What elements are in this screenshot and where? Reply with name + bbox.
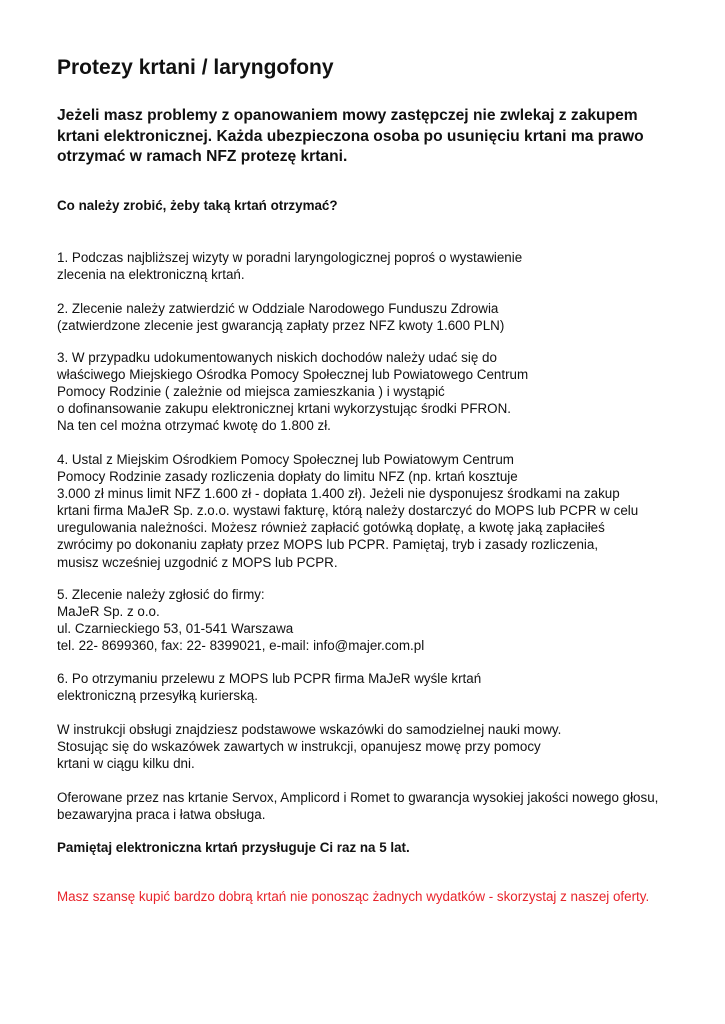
step-line: 5. Zlecenie należy zgłosić do firmy: [57, 587, 265, 602]
products-paragraph [57, 789, 707, 823]
paragraph-line: Stosując się do wskazówek zawartych w instrukcji, opanujesz mowę przy pomocy [57, 739, 541, 755]
company-address: ul. Czarnieckiego 53, 01-541 Warszawa [57, 621, 294, 637]
step-line: Pomocy Rodzinie ( zależnie od miejsca zamieszkania ) i wystąpić [57, 384, 445, 400]
instructions-paragraph [57, 721, 707, 772]
section-question: Co należy zrobić, żeby taką krtań otrzymać? [57, 198, 338, 213]
reminder-note: Pamiętaj elektroniczna krtań przysługuje Ci raz na 5 lat. [57, 840, 410, 855]
step-3 [57, 349, 707, 434]
intro-paragraph [57, 106, 697, 168]
step-line: krtani firma MaJeR Sp. z.o.o. wystawi fakturę, którą należy dostarczyć do MOPS lub PCPR w celu [57, 503, 639, 519]
step-line: 3.000 zł minus limit NFZ 1.600 zł - dopłata 1.400 zł). Jeżeli nie dysponujesz środkami na zakup [57, 486, 620, 502]
step-line: o dofinansowanie zakupu elektronicznej krtani wykorzystując środki PFRON. [57, 401, 511, 417]
paragraph-line: W instrukcji obsługi znajdziesz podstawowe wskazówki do samodzielnej nauki mowy. [57, 722, 562, 737]
step-line: zwrócimy po dokonaniu zapłaty przez MOPS lub PCPR. Pamiętaj, tryb i zasady rozliczenia, [57, 537, 599, 553]
step-line: 6. Po otrzymaniu przelewu z MOPS lub PCPR firma MaJeR wyśle krtań [57, 671, 482, 686]
paragraph-line: Oferowane przez nas krtanie Servox, Amplicord i Romet to gwarancja wysokiej jakości nowego głosu, [57, 790, 659, 805]
step-line: 1. Podczas najbliższej wizyty w poradni laryngologicznej poproś o wystawienie [57, 250, 523, 265]
intro-line: otrzymać w ramach NFZ protezę krtani. [57, 148, 348, 165]
step-2 [57, 300, 707, 334]
intro-line: Jeżeli masz problemy z opanowaniem mowy zastępczej nie zwlekaj z zakupem [57, 107, 638, 124]
step-1 [57, 249, 707, 283]
step-line: uregulowania należności. Możesz również zapłacić gotówką dopłatę, a kwotę jaką zapłaciłeś [57, 520, 605, 536]
company-contact: tel. 22- 8699360, fax: 22- 8399021, e-mail: info@majer.com.pl [57, 638, 425, 654]
step-line: 2. Zlecenie należy zatwierdzić w Oddziale Narodowego Funduszu Zdrowia [57, 301, 499, 316]
offer-text: Masz szansę kupić bardzo dobrą krtań nie ponosząc żadnych wydatków - skorzystaj z naszej oferty. [57, 889, 650, 904]
step-5 [57, 586, 707, 654]
step-line: Pomocy Rodzinie zasady rozliczenia dopłaty do limitu NFZ (np. krtań kosztuje [57, 469, 518, 485]
step-line: 3. W przypadku udokumentowanych niskich dochodów należy udać się do [57, 350, 497, 365]
intro-line: krtani elektronicznej. Każda ubezpieczona osoba po usunięciu krtani ma prawo [57, 127, 644, 145]
paragraph-line: krtani w ciągu kilku dni. [57, 756, 195, 772]
step-line: 4. Ustal z Miejskim Ośrodkiem Pomocy Społecznej lub Powiatowym Centrum [57, 452, 514, 467]
step-line: zlecenia na elektroniczną krtań. [57, 267, 245, 283]
paragraph-line: bezawaryjna praca i łatwa obsługa. [57, 807, 266, 823]
step-6 [57, 670, 707, 704]
step-line: (zatwierdzone zlecenie jest gwarancją zapłaty przez NFZ kwoty 1.600 PLN) [57, 318, 505, 334]
step-line: Na ten cel można otrzymać kwotę do 1.800 zł. [57, 418, 331, 434]
company-name: MaJeR Sp. z o.o. [57, 604, 160, 620]
step-line: właściwego Miejskiego Ośrodka Pomocy Społecznej lub Powiatowego Centrum [57, 367, 529, 383]
step-4 [57, 451, 707, 571]
page-title: Protezy krtani / laryngofony [57, 56, 334, 79]
step-line: musisz wcześniej uzgodnić z MOPS lub PCPR. [57, 554, 338, 570]
step-line: elektroniczną przesyłką kurierską. [57, 688, 258, 704]
